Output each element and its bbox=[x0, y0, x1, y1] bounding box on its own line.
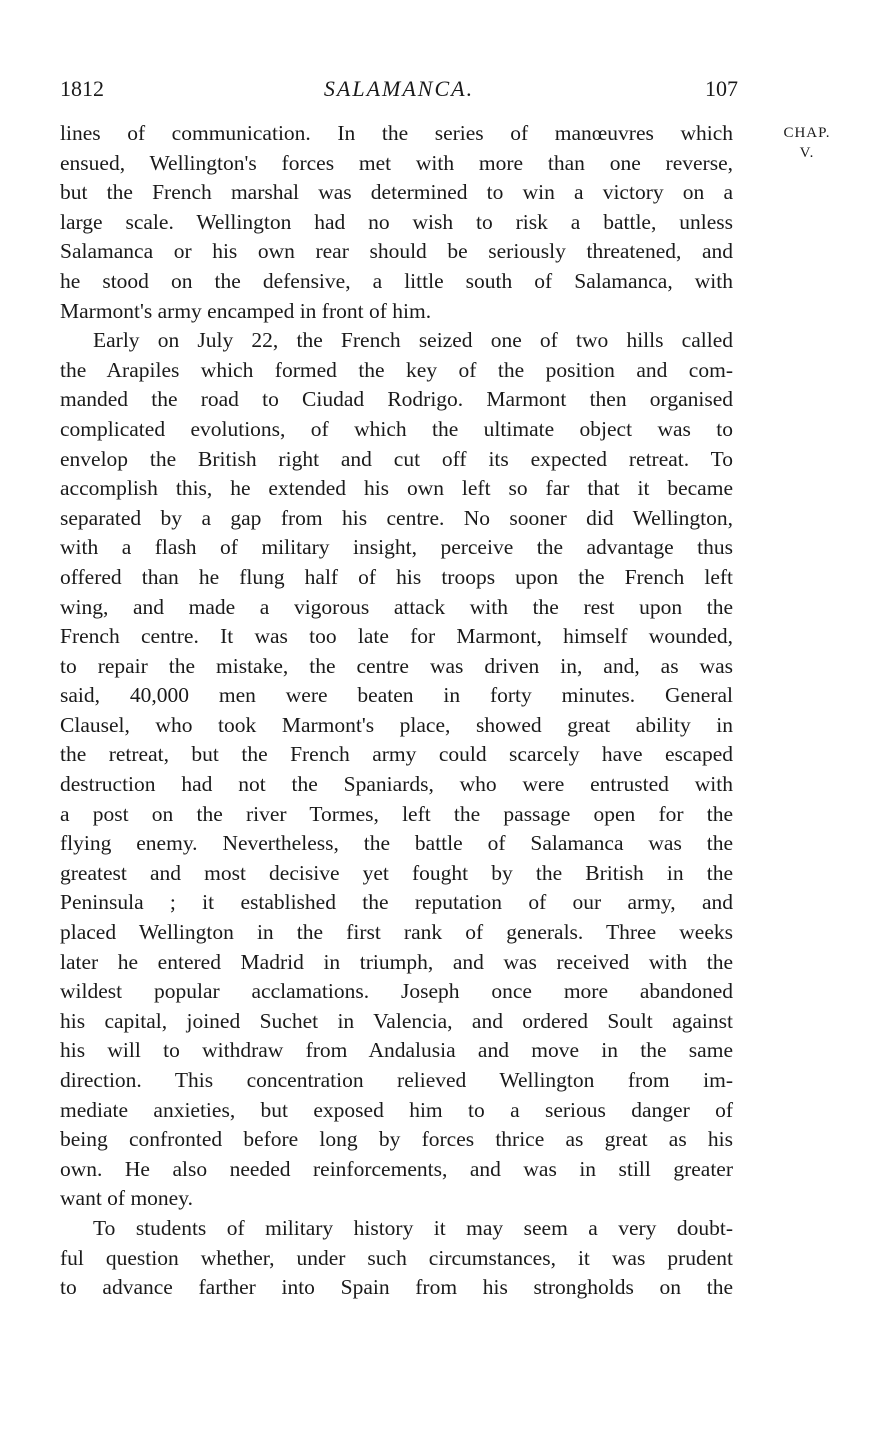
text-line: ful question whether, under such circumstances, it was prudent bbox=[60, 1245, 733, 1270]
text-line: wing, and made a vigorous attack with the rest upon the bbox=[60, 594, 733, 619]
text-line: French centre. It was too late for Marmont, himself wounded, bbox=[60, 624, 733, 649]
chapter-label: CHAP. bbox=[783, 125, 831, 141]
text-line: accomplish this, he extended his own left so far that it became bbox=[60, 476, 733, 501]
text-line: To students of military history it may seem a very doubt- bbox=[93, 1215, 733, 1240]
text-line: offered than he flung half of his troops upon the French left bbox=[60, 564, 733, 589]
text-line: ensued, Wellington's forces met with more than one reverse, bbox=[60, 150, 733, 175]
paragraph-3 bbox=[60, 1214, 733, 1303]
text-line: to advance farther into Spain from his strongholds on the bbox=[60, 1275, 733, 1300]
text-line: manded the road to Ciudad Rodrigo. Marmont then organised bbox=[60, 387, 733, 412]
text-line: want of money. bbox=[60, 1186, 193, 1211]
text-line: separated by a gap from his centre. No sooner did Wellington, bbox=[60, 505, 733, 530]
text-line: his will to withdraw from Andalusia and move in the same bbox=[60, 1038, 733, 1063]
chapter-side-note bbox=[772, 123, 842, 163]
text-line: with a flash of military insight, perceive the advantage thus bbox=[60, 535, 733, 560]
paragraph-1 bbox=[60, 119, 733, 326]
text-line: to repair the mistake, the centre was driven in, and, as was bbox=[60, 653, 733, 678]
paragraph-2 bbox=[60, 326, 733, 1214]
text-line: mediate anxieties, but exposed him to a serious danger of bbox=[60, 1097, 733, 1122]
text-line: Peninsula ; it established the reputation of our army, and bbox=[60, 890, 733, 915]
text-line: Early on July 22, the French seized one of two hills called bbox=[93, 328, 733, 353]
text-line: wildest popular acclamations. Joseph once more abandoned bbox=[60, 979, 733, 1004]
text-line: lines of communication. In the series of manœuvres which bbox=[60, 121, 733, 145]
text-line: large scale. Wellington had no wish to risk a battle, unless bbox=[60, 209, 733, 234]
text-line: a post on the river Tormes, left the passage open for the bbox=[60, 801, 733, 826]
text-line: Marmont's army encamped in front of him. bbox=[60, 298, 432, 323]
text-line: complicated evolutions, of which the ultimate object was to bbox=[60, 416, 733, 441]
text-line: destruction had not the Spaniards, who were entrusted with bbox=[60, 772, 733, 797]
text-line: Clausel, who took Marmont's place, showed great ability in bbox=[60, 712, 733, 737]
text-line: own. He also needed reinforcements, and was in still greater bbox=[60, 1156, 733, 1181]
running-head-year: 1812 bbox=[60, 76, 104, 101]
text-line: said, 40,000 men were beaten in forty minutes. General bbox=[60, 683, 733, 708]
text-line: greatest and most decisive yet fought by the British in the bbox=[60, 860, 733, 885]
running-head bbox=[60, 76, 738, 106]
text-line: placed Wellington in the first rank of generals. Three weeks bbox=[60, 920, 733, 945]
chapter-number: V. bbox=[799, 145, 815, 161]
text-line: his capital, joined Suchet in Valencia, and ordered Soult against bbox=[60, 1008, 733, 1033]
body-text bbox=[60, 119, 733, 1303]
text-line: the Arapiles which formed the key of the position and com- bbox=[60, 357, 733, 382]
text-line: he stood on the defensive, a little south of Salamanca, with bbox=[60, 268, 733, 293]
text-line: but the French marshal was determined to win a victory on a bbox=[60, 180, 733, 205]
text-line: later he entered Madrid in triumph, and was received with the bbox=[60, 949, 733, 974]
text-line: the retreat, but the French army could scarcely have escaped bbox=[60, 742, 733, 767]
running-head-title: SALAMANCA. bbox=[323, 76, 475, 101]
text-line: envelop the British right and cut off its expected retreat. To bbox=[60, 446, 733, 471]
page-number: 107 bbox=[705, 76, 738, 101]
text-line: direction. This concentration relieved Wellington from im- bbox=[60, 1068, 733, 1092]
text-line: Salamanca or his own rear should be seriously threatened, and bbox=[60, 239, 733, 264]
text-line: being confronted before long by forces thrice as great as his bbox=[60, 1127, 733, 1152]
text-line: flying enemy. Nevertheless, the battle of Salamanca was the bbox=[60, 831, 733, 856]
